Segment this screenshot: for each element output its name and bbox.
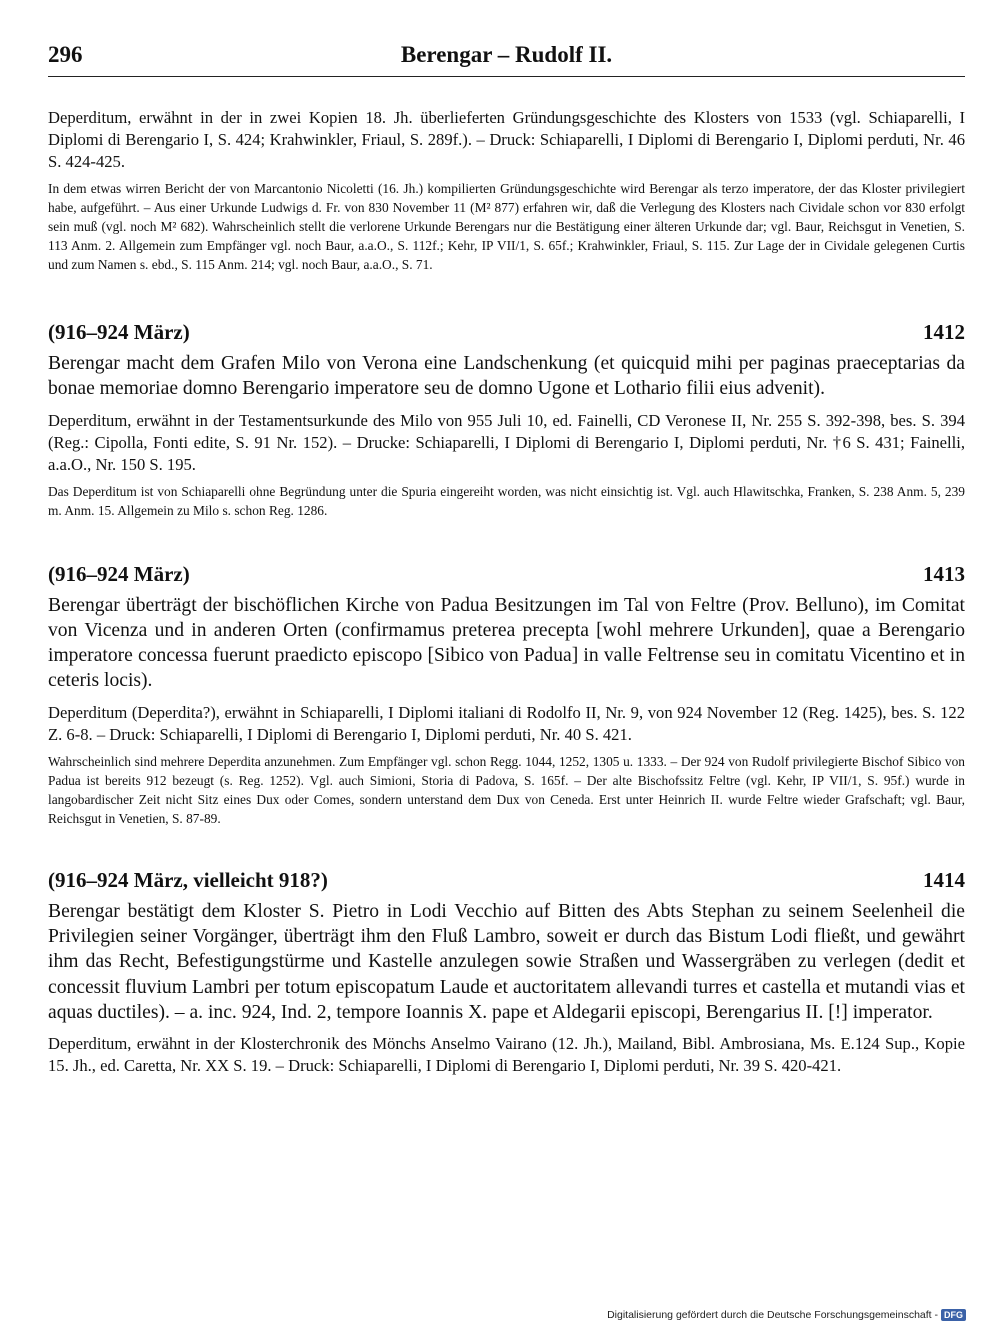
entry-source: Deperditum, erwähnt in der Testamentsurkunde des Milo von 955 Juli 10, ed. Fainelli, CD Veronese II, Nr. 255 S. 392-398, bes. S. 394 (Reg.: Cipolla, Fonti edite, S. 91 Nr. 152). – Drucke: Schiaparelli, I Diplomi di Berengario I, Diplomi perduti, Nr. †6 S. 431; Fainelli, a.a.O., Nr. 150 S. 195. [48, 410, 965, 474]
entry-date: (916–924 März) [48, 561, 190, 586]
regest-entry-1412 [48, 320, 965, 520]
entry-source: Deperditum (Deperdita?), erwähnt in Schiaparelli, I Diplomi italiani di Rodolfo II, Nr. 9, von 924 November 12 (Reg. 1425), bes. S. 122 Z. 6-8. – Druck: Schiaparelli, I Diplomi di Berengario I, Diplomi perduti, Nr. 40 S. 421. [48, 702, 965, 744]
document-page [48, 40, 965, 1077]
page-header [48, 40, 965, 77]
regest-entry-1413 [48, 562, 965, 828]
entry-number: 1414 [923, 867, 965, 892]
entry-number: 1412 [923, 320, 965, 344]
intro-source-paragraph: Deperditum, erwähnt in der in zwei Kopien 18. Jh. überlieferten Gründungsgeschichte des Klosters von 1533 (vgl. Schiaparelli, I Diplomi di Berengario I, S. 424; Krahwinkler, Friaul, S. 289f.). – Druck: Schiaparelli, I Diplomi di Berengario I, Diplomi perduti, Nr. 46 S. 424-425. [48, 108, 965, 171]
entry-note: Wahrscheinlich sind mehrere Deperdita anzunehmen. Zum Empfänger vgl. schon Regg. 1044, 1252, 1305 u. 1333. – Der 924 von Rudolf privilegierte Bischof Sibico von Padua ist bereits 912 bezeugt (s. Reg. 1252). Vgl. auch Simioni, Storia di Padova, S. 165f. – Der alte Bischofssitz Feltre (vgl. Kehr, IP VII/1, S. 95f.) wurde in langobardischer Zeit nicht Sitz eines Dux oder Comes, sondern unterstand dem Dux von Ceneda. Erst unter Heinrich II. wurde Feltre wieder Grafschaft; vgl. Baur, Reichsgut in Venetien, S. 87-89. [48, 753, 965, 826]
entry-regest: Berengar bestätigt dem Kloster S. Pietro in Lodi Vecchio auf Bitten des Abts Stephan zu seinem Seelenheil die Privilegien seiner Vorgänger, überträgt ihm den Fluß Lambro, soweit er durch das Bistum Lodi fließt, und gewährt ihm das Recht, Befestigungstürme und Kastelle anzulegen sowie Straßen und Wassergräben zu verlegen (dedit et concessit fluvium Lambri per totum episcopatum Laude et auctoritatem allevandi turres et castella et mutandi vias et aquas ductiles). – a. inc. 924, Ind. 2, tempore Ioannis X. pape et Aldegarii episcopi, Berengarius II. [!] imperator. [48, 900, 965, 1023]
regest-entry-1414 [48, 868, 965, 1077]
entry-note: Das Deperditum ist von Schiaparelli ohne Begründung unter die Spuria eingereiht worden, was nicht einsichtig ist. Vgl. auch Hlawitschka, Franken, S. 238 Anm. 5, 239 m. Anm. 15. Allgemein zu Milo s. schon Reg. 1286. [48, 483, 965, 518]
entry-regest: Berengar macht dem Grafen Milo von Verona eine Landschenkung (et quicquid mihi per paginas praeceptarias da bonae memoriae domno Berengario imperatore seu de domno Ugone et Lothario filii eius advenit). [48, 353, 965, 400]
entry-heading [48, 320, 965, 345]
footer-text: Digitalisierung gefördert durch die Deutsche Forschungsgemeinschaft - [607, 1309, 938, 1321]
page-number: 296 [48, 42, 83, 67]
entry-number: 1413 [923, 561, 965, 586]
entry-date: (916–924 März) [48, 320, 190, 344]
running-title: Berengar – Rudolf II. [400, 42, 613, 67]
entry-source: Deperditum, erwähnt in der Klosterchronik des Mönchs Anselmo Vairano (12. Jh.), Mailand, Bibl. Ambrosiana, Ms. E.124 Sup., Kopie 15. Jh., ed. Caretta, Nr. XX S. 19. – Druck: Schiaparelli, I Diplomi di Berengario I, Diplomi perduti, Nr. 39 S. 420-421. [48, 1034, 965, 1076]
entry-heading [48, 562, 965, 587]
entry-regest: Berengar überträgt der bischöflichen Kirche von Padua Besitzungen im Tal von Feltre (Prov. Belluno), im Comitat von Vicenza und in anderen Orten (confirmamus preterea precepta [wohl mehrere Urkunden], quae a Berengario imperatore concessa fuerunt praedicto episcopo [Sibico von Padua] in valle Feltrense seu in comitatu Vicentino et in ceteris locis). [48, 594, 965, 692]
entry-heading [48, 868, 965, 893]
entry-date: (916–924 März, vielleicht 918?) [48, 867, 328, 892]
intro-commentary-paragraph: In dem etwas wirren Bericht der von Marcantonio Nicoletti (16. Jh.) kompilierten Gründungsgeschichte wird Berengar als terzo imperatore, der das Kloster privilegiert habe, aufgeführt. – Aus einer Urkunde Ludwigs d. Fr. von 830 November 11 (M² 877) erfahren wir, daß die Verlegung des Klosters nach Cividale schon vor 830 erfolgt sein muß (vgl. noch M² 682). Wahrscheinlich stellt die verlorene Urkunde Berengars nur die Bestätigung einer älteren Urkunde dar; vgl. Baur, Reichsgut in Venetien, S. 113 Anm. 2. Allgemein zum Empfänger vgl. noch Baur, a.a.O., S. 112f.; Kehr, IP VII/1, S. 65f.; Krahwinkler, Friaul, S. 115. Zur Lage der in Cividale gelegenen Curtis und zum Namen s. ebd., S. 115 Anm. 214; vgl. noch Baur, a.a.O., S. 71. [48, 181, 965, 272]
dfg-logo: DFG [941, 1309, 966, 1321]
digitization-footer [607, 1309, 966, 1321]
